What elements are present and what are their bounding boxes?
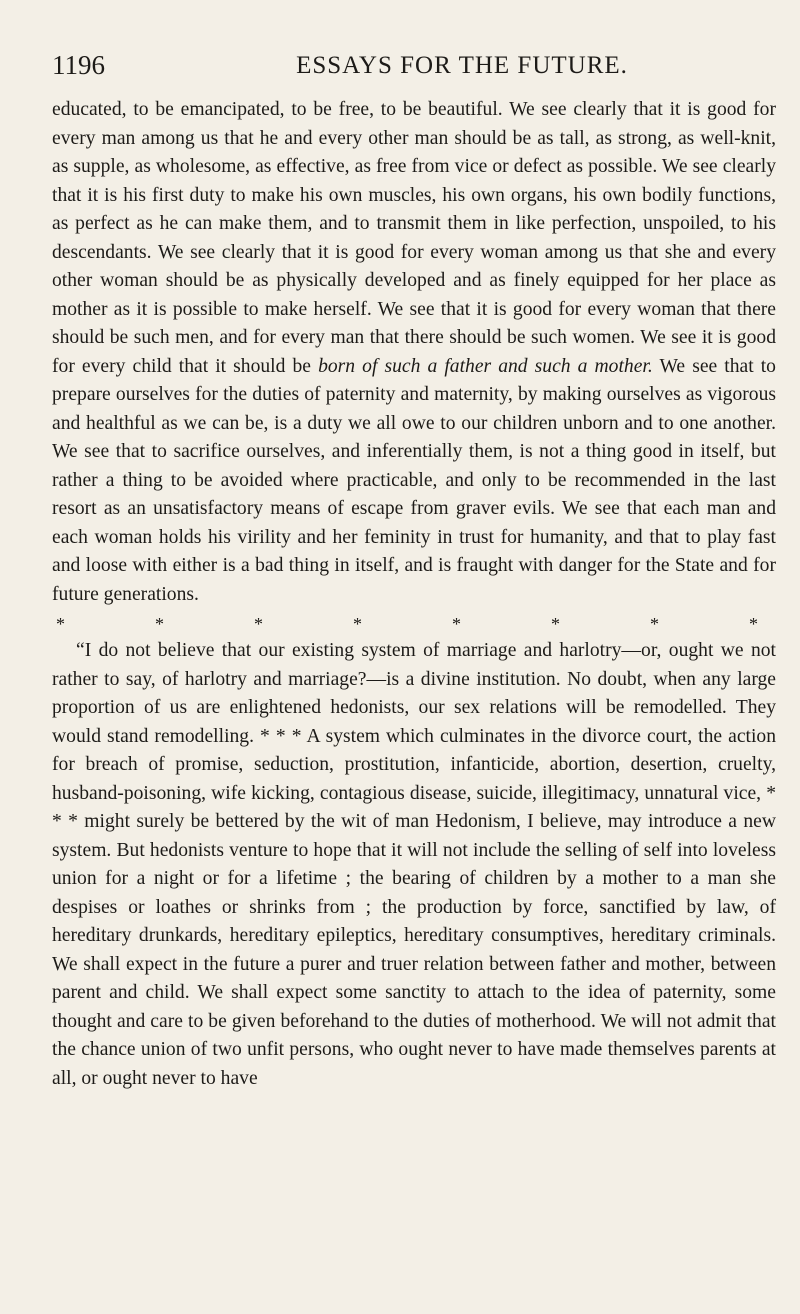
paragraph-continuation — [52, 96, 776, 609]
asterisk: * — [650, 614, 659, 634]
page-number: 1196 — [52, 50, 105, 80]
asterisk: * — [56, 614, 65, 634]
asterisk: * — [353, 614, 362, 634]
quoted-paragraph: “I do not believe that our existing system of marriage and harlotry—or, ought we not rather to say, of harlotry and marriage?—is a divine institution. No doubt, when any large proportion of us are enlightened hedonists, our sex relations will be remodelled. They would stand remodelling. * * * A system which culminates in the divorce court, the action for breach of promise, seduction, prostitution, infanticide, abortion, desertion, cruelty, husband-poisoning, wife kicking, contagious disease, suicide, illegitimacy, unnatural vice, * * * might surely be bettered by the wit of man Hedonism, I believe, may introduce a new system. But hedonists venture to hope that it will not include the selling of self into loveless union for a night or for a lifetime ; the bearing of children by a mother to a man she despises or loathes or shrinks from ; the production by force, sanctified by law, of hereditary drunkards, hereditary epileptics, hereditary consumptives, hereditary criminals. We shall expect in the future a purer and truer relation between father and mother, between parent and child. We shall expect some sanctity to attach to the idea of paternity, some thought and care to be given beforehand to the duties of motherhood. We will not admit that the chance union of two unfit persons, who ought never to have made themselves parents at all, or ought never to have — [52, 640, 776, 1089]
asterisk: * — [749, 614, 758, 634]
body-text — [52, 96, 776, 1093]
asterisk: * — [254, 614, 263, 634]
section-break-asterisks — [52, 609, 776, 637]
paragraph-text: We see that to prepare ourselves for the duties of paternity and maternity, by making ourselves as vigorous and healthful as we can be, is a duty we all owe to our children unborn and to one another. We see that to sacrifice ourselves, and inferentially them, is not a thing good in itself, but rather a thing to be avoided where practicable, and only to be recommended in the last resort as an unsatisfactory means of escape from graver evils. We see that each man and each woman holds his virility and her feminity in trust for humanity, and that to play fast and loose with either is a bad thing in itself, and is fraught with danger for the State and for future generations. — [52, 355, 776, 605]
running-title: ESSAYS FOR THE FUTURE. — [296, 52, 628, 79]
emphasized-phrase: born of such a father and such a mother. — [318, 355, 653, 377]
running-head — [52, 48, 776, 88]
asterisk: * — [551, 614, 560, 634]
paragraph-text: educated, to be emancipated, to be free, to be beautiful. We see clearly that it is good for every man among us that he and every other man should be as tall, as strong, as well-knit, as supple, as wholesome, as effective, as free from vice or defect as possible. We see clearly that it is his first duty to make his own muscles, his own organs, his own bodily functions, as perfect as he can make them, and to transmit them in like perfection, unspoiled, to his descendants. We see clearly that it is good for every woman among us that she and every other woman should be as physically developed and as finely equipped for her place as mother as it is possible to make herself. We see that it is good for every woman that there should be such men, and for every man that there should be such women. We see it is good for every child that it should be — [52, 99, 776, 377]
asterisk: * — [155, 614, 164, 634]
asterisk: * — [452, 614, 461, 634]
